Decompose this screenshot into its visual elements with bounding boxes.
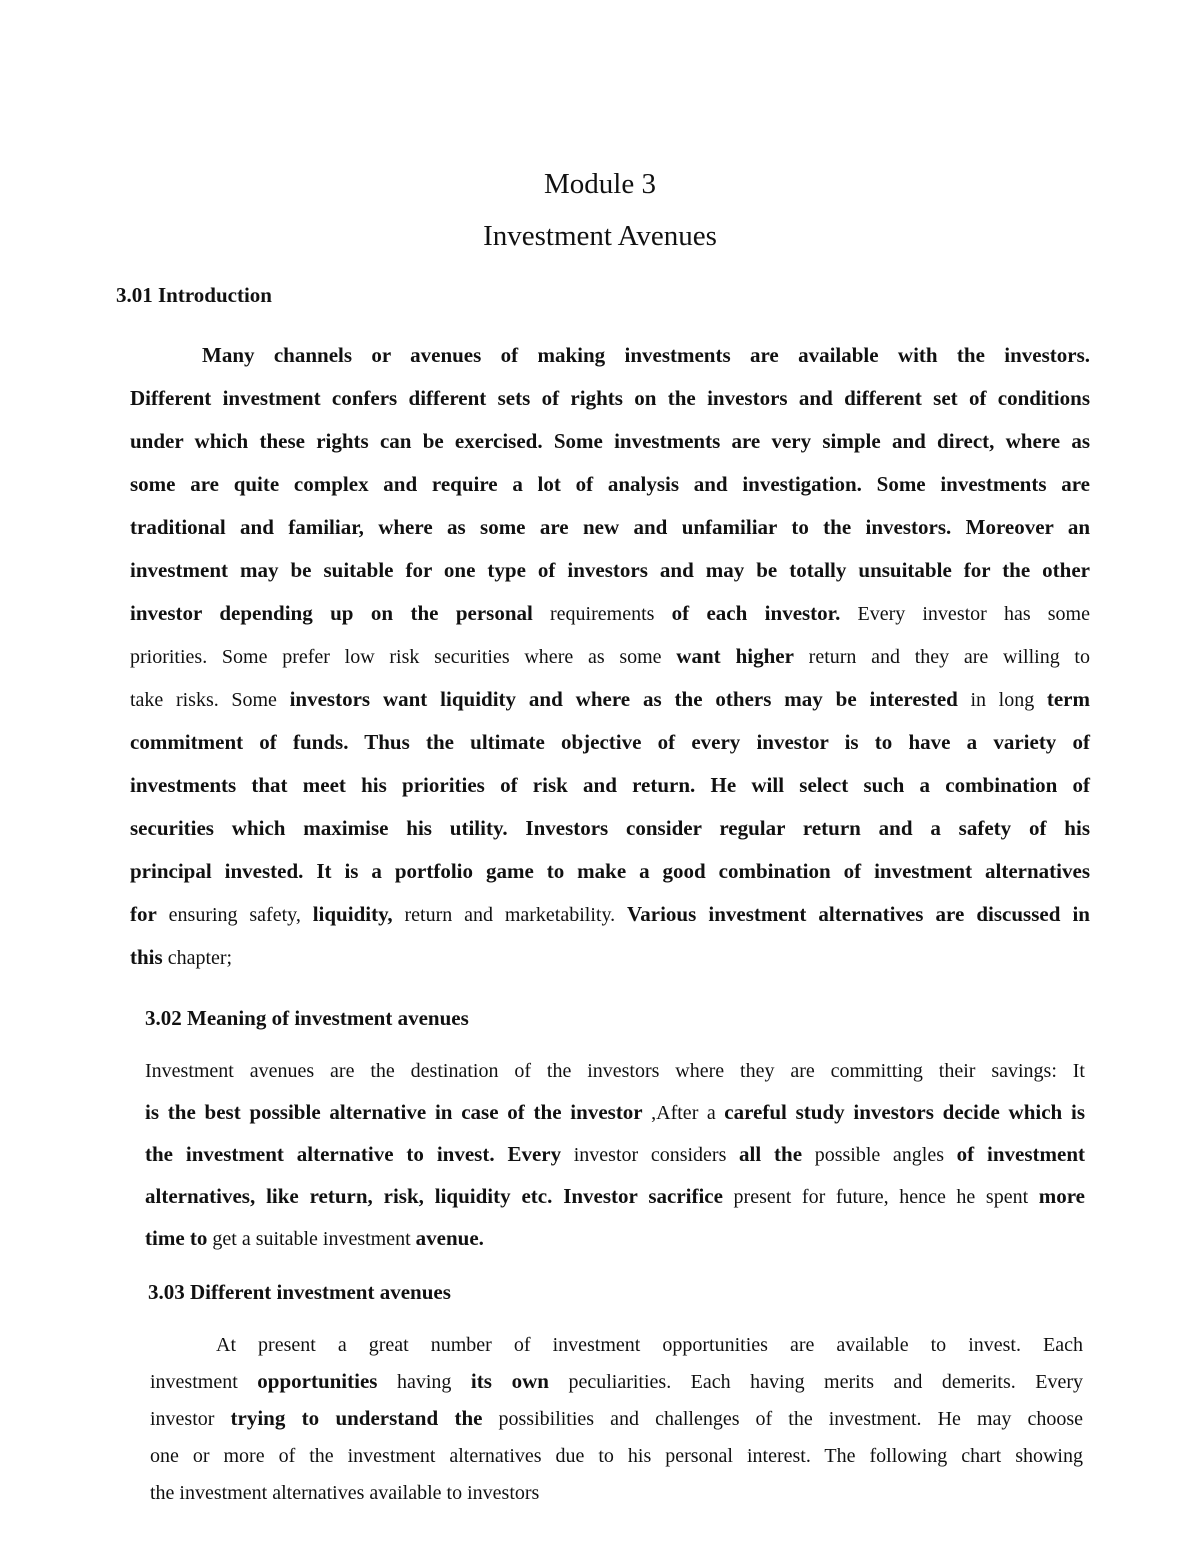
text-segment: one or more of the investment alternatives due to his personal interest. The following chart showing <box>150 1445 1083 1467</box>
text-segment: ,After a <box>642 1102 725 1124</box>
text-line <box>130 687 1090 730</box>
text-line <box>145 1058 1085 1100</box>
text-line <box>150 1480 1083 1517</box>
text-line <box>150 1369 1083 1406</box>
text-segment: of each investor. <box>671 601 841 625</box>
text-segment: get a suitable investment <box>207 1228 416 1250</box>
text-segment: for <box>130 902 157 926</box>
module-title: Module 3 <box>544 168 656 200</box>
text-segment: avenue. <box>415 1226 484 1250</box>
text-segment: the investment alternatives available to investors <box>150 1482 540 1504</box>
text-segment: Every investor has some <box>840 603 1090 625</box>
text-line <box>130 472 1090 515</box>
text-segment: return and marketability. <box>392 904 628 926</box>
text-segment: Investment avenues are the destination of the investors where they are committing their savings: It <box>145 1060 1085 1082</box>
text-segment: peculiarities. Each having merits and demerits. Every <box>548 1371 1084 1393</box>
text-line <box>130 429 1090 472</box>
text-segment: more <box>1038 1184 1085 1208</box>
text-line <box>145 1100 1085 1142</box>
section-heading-different-avenues: 3.03 Different investment avenues <box>148 1280 451 1304</box>
text-line <box>130 601 1090 644</box>
text-segment: in long <box>957 689 1047 711</box>
text-segment: this <box>130 945 163 969</box>
text-segment: investor considers <box>561 1144 739 1166</box>
text-line <box>150 1332 1083 1369</box>
text-line <box>145 1226 1085 1268</box>
text-segment: careful study investors decide which is <box>724 1100 1085 1124</box>
text-segment: under which these rights can be exercised. Some investments are very simple and direct, where as <box>130 429 1090 453</box>
section-heading-meaning: 3.02 Meaning of investment avenues <box>145 1006 469 1030</box>
text-segment: term <box>1046 687 1090 711</box>
text-segment: At present a great number of investment opportunities are available to invest. Each <box>216 1334 1083 1356</box>
text-segment: all the <box>739 1142 803 1166</box>
introduction-paragraph <box>130 343 1090 988</box>
text-segment: opportunities <box>257 1369 378 1393</box>
text-segment: want higher <box>676 644 794 668</box>
text-segment: investor <box>150 1408 231 1430</box>
text-line <box>130 558 1090 601</box>
text-segment: traditional and familiar, where as some are new and unfamiliar to the investors. Moreover an <box>130 515 1090 539</box>
text-segment: investors want liquidity and where as the others may be interested <box>289 687 958 711</box>
text-segment: possible angles <box>802 1144 957 1166</box>
text-segment: having <box>377 1371 471 1393</box>
text-line <box>150 1406 1083 1443</box>
text-line <box>145 1142 1085 1184</box>
text-line <box>130 730 1090 773</box>
different-avenues-paragraph <box>150 1332 1083 1517</box>
text-line <box>130 945 1090 988</box>
text-segment: time to <box>145 1226 208 1250</box>
text-segment: alternatives, like return, risk, liquidity etc. Investor sacrifice <box>145 1184 723 1208</box>
text-line <box>130 644 1090 687</box>
text-segment: priorities. Some prefer low risk securities where as some <box>130 646 677 668</box>
text-segment: securities which maximise his utility. Investors consider regular return and a safety of his <box>130 816 1090 840</box>
text-segment: Various investment alternatives are discussed in <box>627 902 1090 926</box>
text-segment: possibilities and challenges of the investment. He may choose <box>482 1408 1083 1430</box>
text-segment: investments that meet his priorities of risk and return. He will select such a combination of <box>130 773 1090 797</box>
text-segment: its own <box>470 1369 549 1393</box>
text-line <box>150 1443 1083 1480</box>
text-segment: ensuring safety, <box>156 904 313 926</box>
text-segment: trying to understand the <box>230 1406 483 1430</box>
section-heading-introduction: 3.01 Introduction <box>116 283 272 307</box>
text-segment: commitment of funds. Thus the ultimate objective of every investor is to have a variety of <box>130 730 1090 754</box>
text-segment: investment <box>150 1371 258 1393</box>
text-segment: some are quite complex and require a lot of analysis and investigation. Some investments are <box>130 472 1090 496</box>
text-line <box>130 515 1090 558</box>
text-line <box>130 902 1090 945</box>
text-line <box>145 1184 1085 1226</box>
page-subtitle: Investment Avenues <box>483 220 717 252</box>
text-segment: liquidity, <box>312 902 393 926</box>
text-segment: investment may be suitable for one type of investors and may be totally unsuitable for the other <box>130 558 1090 582</box>
text-segment: chapter; <box>162 947 233 969</box>
text-line <box>130 343 1090 386</box>
text-line <box>130 859 1090 902</box>
text-segment: principal invested. It is a portfolio game to make a good combination of investment alternatives <box>130 859 1090 883</box>
text-segment: Many channels or avenues of making investments are available with the investors. <box>202 343 1090 367</box>
text-segment: take risks. Some <box>130 689 290 711</box>
text-segment: the investment alternative to invest. Every <box>145 1142 562 1166</box>
text-line <box>130 816 1090 859</box>
text-segment: return and they are willing to <box>793 646 1090 668</box>
text-line <box>130 386 1090 429</box>
text-segment: of investment <box>956 1142 1085 1166</box>
text-segment: is the best possible alternative in case of the investor <box>145 1100 643 1124</box>
text-segment: present for future, hence he spent <box>722 1186 1039 1208</box>
text-segment: requirements <box>532 603 672 625</box>
text-segment: Different investment confers different sets of rights on the investors and different set of conditions <box>130 386 1090 410</box>
text-segment: investor depending up on the personal <box>130 601 533 625</box>
meaning-paragraph <box>145 1058 1085 1268</box>
text-line <box>130 773 1090 816</box>
